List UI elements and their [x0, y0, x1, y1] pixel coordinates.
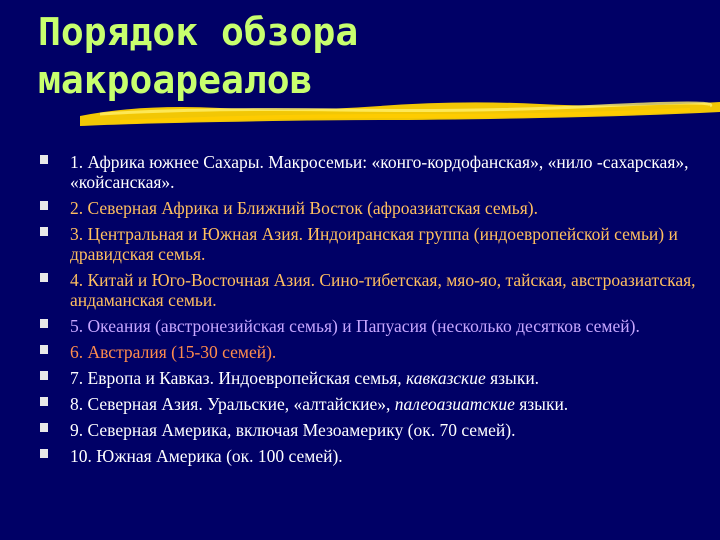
- square-bullet-icon: [40, 371, 48, 380]
- square-bullet-icon: [40, 227, 48, 236]
- list-item-text: 9. Северная Америка, включая Мезоамерику (ок. 70 семей).: [70, 420, 516, 440]
- square-bullet-icon: [40, 273, 48, 282]
- list-item-10: [40, 446, 710, 466]
- slide-title-line-1: Порядок обзора: [38, 10, 359, 54]
- list-item-4: [40, 270, 710, 310]
- list-item-1: [40, 152, 710, 192]
- list-item-text: 6. Австралия (15-30 семей).: [70, 342, 277, 362]
- list-item-text: 3. Центральная и Южная Азия. Индоиранская группа (индоевропейской семьи) и дравидская семья.: [70, 224, 678, 264]
- square-bullet-icon: [40, 449, 48, 458]
- square-bullet-icon: [40, 397, 48, 406]
- list-item-text: 8. Северная Азия. Уральские, «алтайские», палеоазиатские языки.: [70, 394, 569, 414]
- region-list: [40, 152, 710, 472]
- list-item-text: 4. Китай и Юго-Восточная Азия. Сино-тибетская, мяо-яо, тайская, австроазиатская, андаманская семьи.: [70, 270, 696, 310]
- list-item-2: [40, 198, 710, 218]
- list-item-5: [40, 316, 710, 336]
- decorative-brush-stroke: [80, 96, 720, 132]
- list-item-8: [40, 394, 710, 414]
- list-item-text: 1. Африка южнее Сахары. Макросемьи: «конго-кордофанская», «нило -сахарская», «койсанская».: [70, 152, 689, 192]
- list-item-3: [40, 224, 710, 264]
- list-item-text: 5. Океания (австронезийская семья) и Папуасия (несколько десятков семей).: [70, 316, 640, 336]
- slide-title-line-2: макроареалов: [38, 58, 313, 102]
- list-item-text: 7. Европа и Кавказ. Индоевропейская семья, кавказские языки.: [70, 368, 540, 388]
- list-item-6: [40, 342, 710, 362]
- square-bullet-icon: [40, 201, 48, 210]
- square-bullet-icon: [40, 345, 48, 354]
- square-bullet-icon: [40, 155, 48, 164]
- list-item-text: 2. Северная Африка и Ближний Восток (афроазиатская семья).: [70, 198, 538, 218]
- square-bullet-icon: [40, 319, 48, 328]
- slide-title: [38, 8, 678, 104]
- list-item-7: [40, 368, 710, 388]
- list-item-text: 10. Южная Америка (ок. 100 семей).: [70, 446, 343, 466]
- list-item-9: [40, 420, 710, 440]
- italic-term: кавказские: [406, 368, 486, 388]
- italic-term: палеоазиатские: [394, 394, 515, 414]
- square-bullet-icon: [40, 423, 48, 432]
